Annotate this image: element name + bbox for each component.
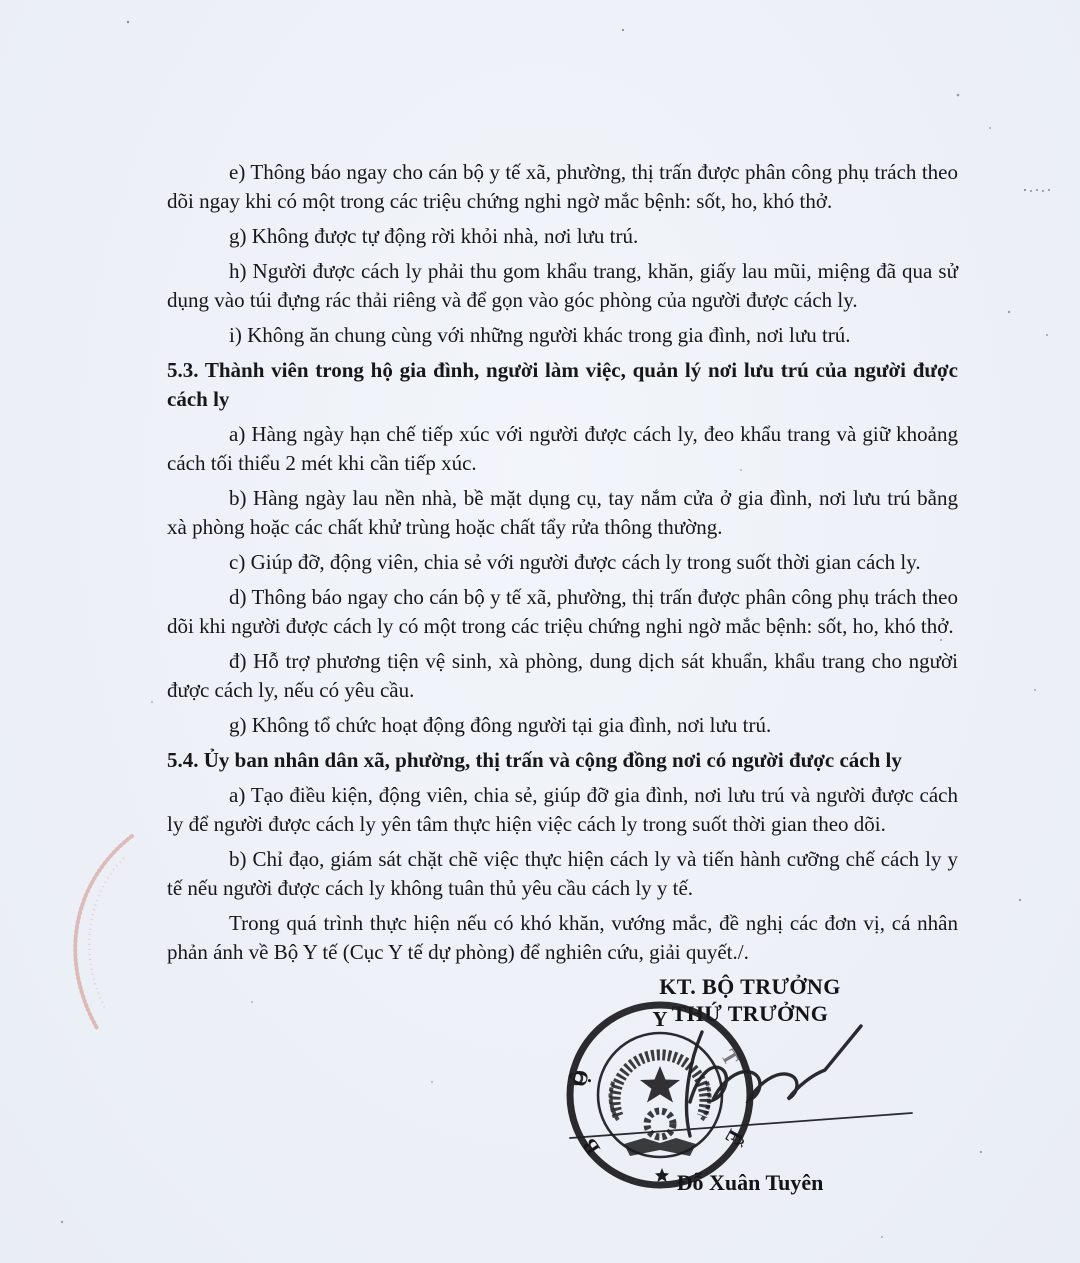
clause-i: i) Không ăn chung cùng với những người khác trong gia đình, nơi lưu trú. — [229, 323, 851, 347]
clause-5-4-a: a) Tạo điều kiện, động viên, chia sẻ, giúp đỡ gia đình, nơi lưu trú và người được cách ly để người được cách ly yên tâm thực hiện việc cách ly trong suốt thời gian theo dõi. — [167, 783, 958, 836]
seal-letter-y: Y — [652, 1007, 668, 1031]
clause-5-3-dd: đ) Hỗ trợ phương tiện vệ sinh, xà phòng, dung dịch sát khuẩn, khẩu trang cho người được cách ly, nếu có yêu cầu. — [167, 649, 958, 702]
section-5-4-heading: 5.4. Ủy ban nhân dân xã, phường, thị trấn và cộng đồng nơi có người được cách ly — [167, 748, 902, 772]
clause-5-3-g: g) Không tổ chức hoạt động đông người tại gia đình, nơi lưu trú. — [229, 713, 772, 737]
clause-5-4-b: b) Chỉ đạo, giám sát chặt chẽ việc thực hiện cách ly và tiến hành cưỡng chế cách ly y tế nếu người được cách ly không tuân thủ yêu cầu cách ly y tế. — [167, 847, 958, 900]
ministry-of-health-seal — [540, 962, 970, 1262]
seal-letter-e: Ế — [720, 1125, 749, 1150]
seal-letter-o: Ộ — [566, 1067, 594, 1090]
emblem-gear — [647, 1111, 673, 1137]
clause-5-3-a: a) Hàng ngày hạn chế tiếp xúc với người được cách ly, đeo khẩu trang và giữ khoảng cách tối thiểu 2 mét khi cần tiếp xúc. — [167, 422, 958, 475]
clause-5-3-d: d) Thông báo ngay cho cán bộ y tế xã, phường, thị trấn được phân công phụ trách theo dõi khi người được cách ly có một trong các triệu chứng nghi ngờ mắc bệnh: sốt, ho, khó thở. — [167, 585, 958, 638]
signer-title-line: THỨ TRƯỞNG — [671, 1001, 829, 1026]
seal-letter-b: B — [577, 1134, 606, 1160]
document-body — [167, 158, 958, 973]
clause-5-3-c: c) Giúp đỡ, động viên, chia sẻ với người được cách ly trong suốt thời gian cách ly. — [229, 550, 921, 574]
clause-5-3-b: b) Hàng ngày lau nền nhà, bề mặt dụng cụ, tay nắm cửa ở gia đình, nơi lưu trú bằng xà phòng hoặc các chất khử trùng hoặc chất tẩy rửa thông thường. — [167, 486, 958, 539]
clause-e: e) Thông báo ngay cho cán bộ y tế xã, phường, thị trấn được phân công phụ trách theo dõi ngay khi có một trong các triệu chứng nghi ngờ mắc bệnh: sốt, ho, khó thở. — [167, 160, 958, 213]
signer-authority-line: KT. BỘ TRƯỞNG — [659, 974, 841, 999]
clause-h: h) Người được cách ly phải thu gom khẩu trang, khăn, giấy lau mũi, miệng đã qua sử dụng vào túi đựng rác thải riêng và để gọn vào góc phòng của người được cách ly. — [167, 259, 958, 312]
signer-name: Đỗ Xuân Tuyên — [676, 1170, 824, 1195]
section-5-3-heading: 5.3. Thành viên trong hộ gia đình, người làm việc, quản lý nơi lưu trú của người được cách ly — [167, 358, 958, 411]
emblem-banner — [624, 1138, 696, 1156]
closing-paragraph: Trong quá trình thực hiện nếu có khó khăn, vướng mắc, đề nghị các đơn vị, cá nhân phản ánh về Bộ Y tế (Cục Y tế dự phòng) để nghiên cứu, giải quyết./. — [167, 911, 958, 964]
seal-letter-t: T — [716, 1045, 744, 1070]
clause-g: g) Không được tự động rời khỏi nhà, nơi lưu trú. — [229, 224, 639, 248]
emblem-star — [640, 1066, 680, 1103]
